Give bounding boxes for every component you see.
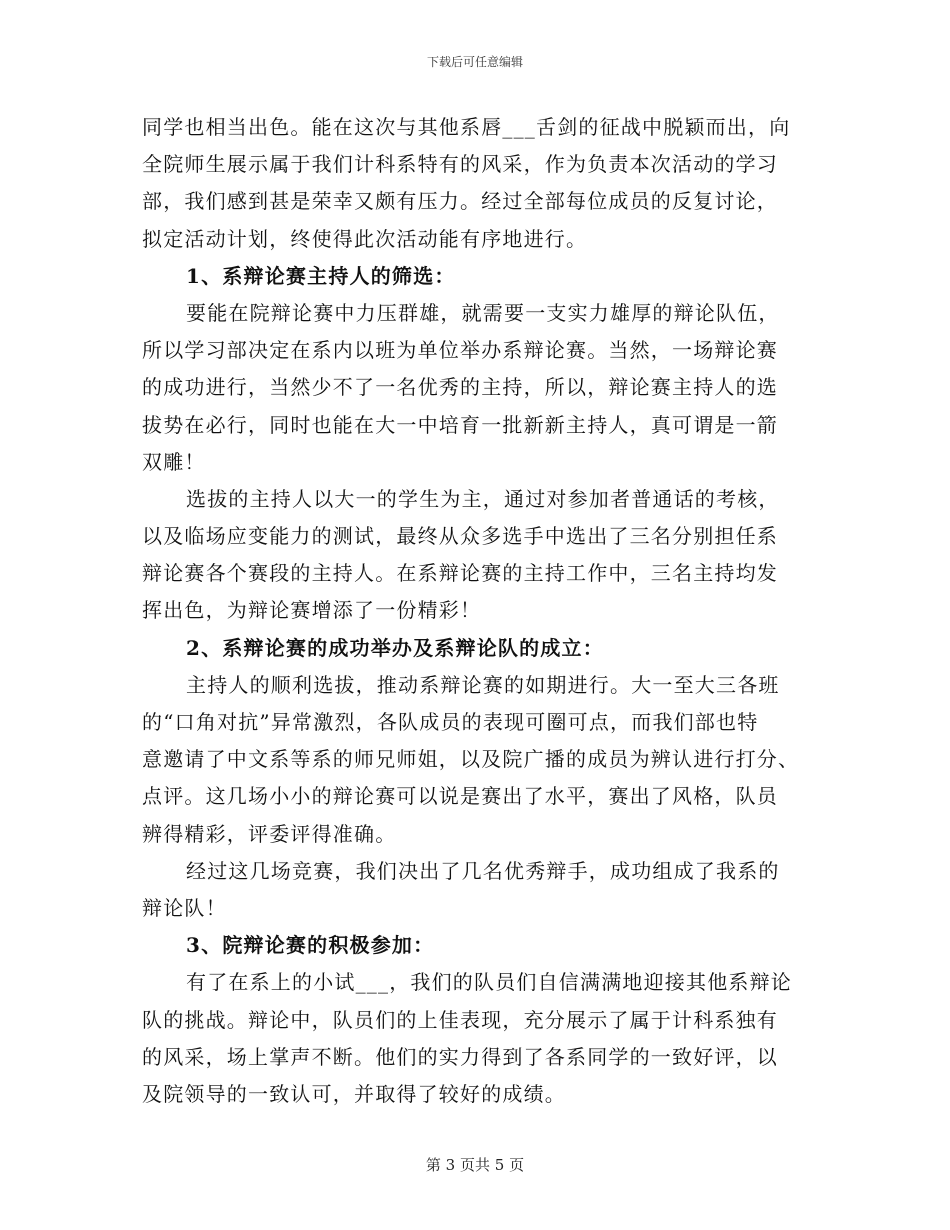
document-body <box>142 109 814 1113</box>
text-line: 部，我们感到甚是荣幸又颇有压力。经过全部每位成员的反复讨论， <box>142 189 778 214</box>
text-line: 全院师生展示属于我们计科系特有的风采，作为负责本次活动的学习 <box>142 152 778 177</box>
text-line: 的风采，场上掌声不断。他们的实力得到了各系同学的一致好评，以 <box>142 1044 778 1069</box>
text-line: 辨得精彩，评委评得准确。 <box>142 821 397 846</box>
page-number: 第 3 页共 5 页 <box>425 1156 525 1174</box>
text-line: 意邀请了中文系等系的师兄师姐，以及院广播的成员为辨认进行打分、 <box>142 747 800 772</box>
text-line: 经过这几场竞赛，我们决出了几名优秀辩手，成功组成了我系的 <box>186 858 780 883</box>
text-line: 的“口角对抗”异常激烈，各队成员的表现可圈可点，而我们部也特 <box>142 710 759 734</box>
text-line: 及院领导的一致认可，并取得了较好的成绩。 <box>142 1081 566 1106</box>
text-line: 同学也相当出色。能在这次与其他系唇___舌剑的征战中脱颖而出，向 <box>142 115 791 139</box>
section-heading <box>142 630 814 667</box>
paragraph <box>142 853 814 927</box>
paragraph <box>142 667 814 853</box>
section-heading <box>142 258 814 295</box>
paragraph <box>142 481 814 630</box>
text-line: 选拔的主持人以大一的学生为主，通过对参加者普通话的考核， <box>186 486 780 511</box>
text-line: 挥出色，为辩论赛增添了一份精彩！ <box>142 598 482 623</box>
text-line: 队的挑战。辩论中，队员们的上佳表现，充分展示了属于计科系独有 <box>142 1007 778 1032</box>
paragraph <box>142 964 814 1113</box>
text-line: 双雕！ <box>142 449 206 474</box>
section-heading <box>142 927 814 964</box>
heading-text: 1、系辩论赛主持人的筛选： <box>186 263 456 288</box>
text-line: 辩论赛各个赛段的主持人。在系辩论赛的主持工作中，三名主持均发 <box>142 561 778 586</box>
text-line: 以及临场应变能力的测试，最终从众多选手中选出了三名分别担任系 <box>142 524 778 549</box>
heading-text: 2、系辩论赛的成功举办及系辩论队的成立： <box>186 635 604 660</box>
heading-text: 3、院辩论赛的积极参加： <box>186 933 435 958</box>
paragraph <box>142 109 814 258</box>
text-line: 点评。这几场小小的辩论赛可以说是赛出了水平，赛出了风格，队员 <box>142 784 778 809</box>
paragraph <box>142 295 814 481</box>
text-line: 拔势在必行，同时也能在大一中培育一批新新主持人，真可谓是一箭 <box>142 412 778 437</box>
page-header: 下载后可任意编辑 <box>426 55 523 69</box>
text-line: 主持人的顺利选拔，推动系辩论赛的如期进行。大一至大三各班 <box>186 672 780 697</box>
text-line: 要能在院辩论赛中力压群雄，就需要一支实力雄厚的辩论队伍， <box>186 300 780 325</box>
text-line: 辩论队！ <box>142 895 227 920</box>
text-line: 有了在系上的小试___，我们的队员们自信满满地迎接其他系辩论 <box>186 970 792 995</box>
text-line: 所以学习部决定在系内以班为单位举办系辩论赛。当然，一场辩论赛 <box>142 338 778 363</box>
text-line: 拟定活动计划，终使得此次活动能有序地进行。 <box>142 226 588 251</box>
text-line: 的成功进行，当然少不了一名优秀的主持，所以，辩论赛主持人的选 <box>142 375 778 400</box>
